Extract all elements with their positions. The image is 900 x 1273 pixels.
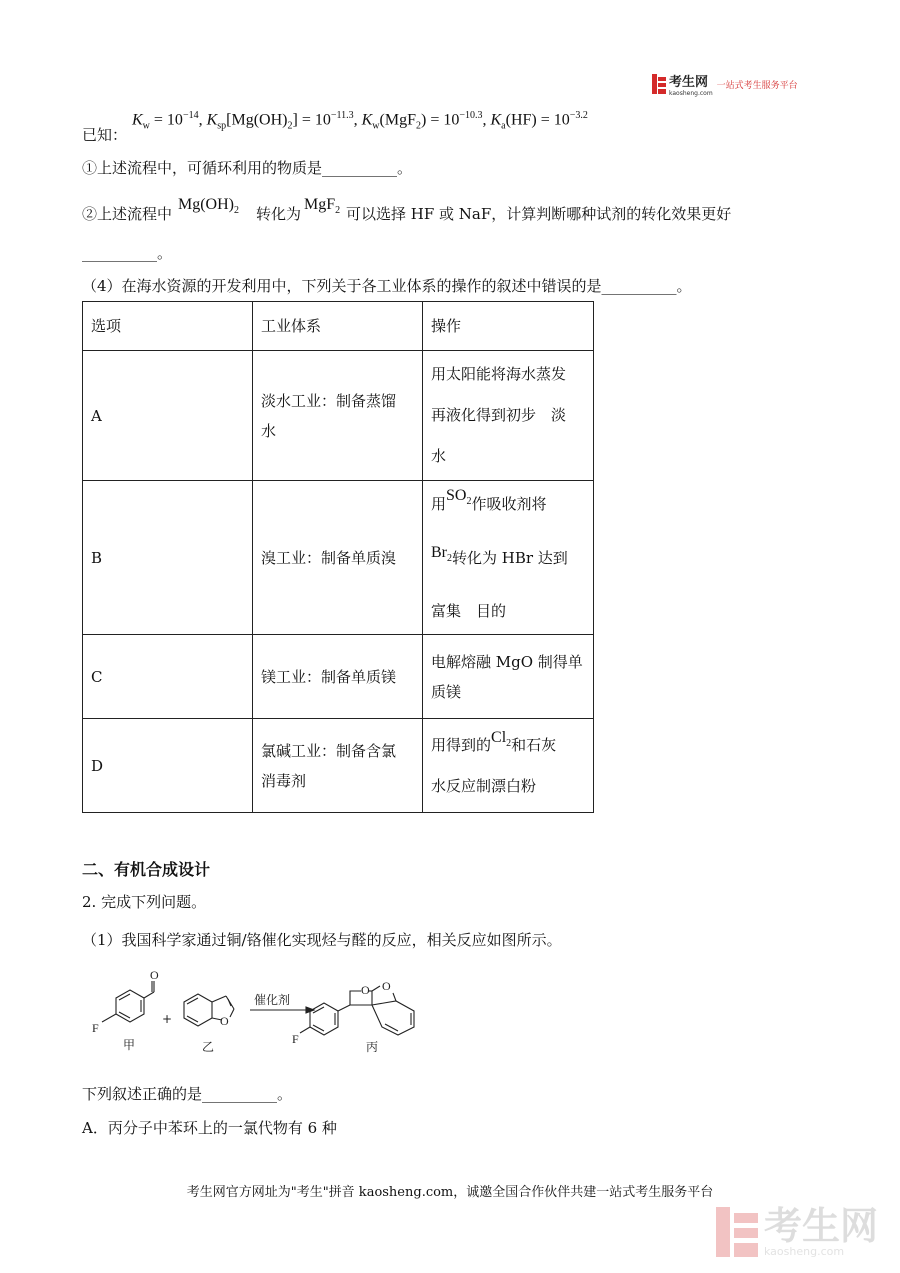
- q3-sub2-a: ②上述流程中: [82, 205, 173, 223]
- jia-f-label: F: [92, 1021, 99, 1035]
- q2-title: 2. 完成下列问题。: [82, 893, 207, 911]
- system-cell: 镁工业：制备单质镁: [253, 635, 423, 719]
- bing-ring: [310, 1003, 338, 1035]
- jia-ring: [116, 990, 144, 1022]
- option-cell: D: [83, 719, 253, 813]
- bing-f-label: F: [292, 1032, 299, 1046]
- watermark-logo-icon: [716, 1207, 758, 1257]
- given-formula: $K_w = 10^{-14}$, $K_{sp}[Mg(OH)_2] = 10^{-11.3}$, $K_w(MgF_2) = 10^{-10.3}$, $K_a(HF) = 10^{-3.2}$: [132, 110, 588, 132]
- operation-cell: 用$SO_2$作吸收剂将 $Br_2$转化为 HBr 达到 富集 目的: [423, 481, 594, 635]
- q3-sub2-b: 转化为: [256, 205, 302, 223]
- options-table: [82, 301, 594, 813]
- table-header-cell: 工业体系: [253, 302, 423, 351]
- logo-domain: kaosheng.com: [669, 89, 713, 97]
- bing-o1-label: O: [361, 983, 370, 997]
- table-row: [83, 719, 594, 813]
- footer-text: 考生网官方网址为"考生"拼音 kaosheng.com，诚邀全国合作伙伴共建一站式考生服务平台: [186, 1185, 714, 1200]
- question-stem: 下列叙述正确的是__________。: [82, 1085, 293, 1103]
- yi-label: 乙: [202, 1040, 215, 1054]
- watermark-text: 考生网: [764, 1204, 879, 1248]
- table-row: [83, 635, 594, 719]
- section-heading: 二、有机合成设计: [82, 860, 211, 879]
- catalyst-label: 催化剂: [254, 993, 291, 1007]
- operation-cell: 电解熔融 MgO 制得单 质镁: [423, 635, 594, 719]
- logo-slogan: 一站式考生服务平台: [716, 80, 798, 91]
- system-cell: 淡水工业：制备蒸馏 水: [253, 351, 423, 481]
- q3-sub2-formula1: $Mg(OH)_2$: [178, 196, 239, 217]
- option-cell: B: [83, 481, 253, 635]
- logo-icon: [652, 74, 666, 94]
- given-label: 已知：: [82, 126, 128, 144]
- watermark-domain: kaosheng.com: [764, 1245, 845, 1258]
- bing-label: 丙: [366, 1040, 379, 1054]
- q2-1-text: （1）我国科学家通过铜/铬催化实现烃与醛的反应，相关反应如图所示。: [82, 931, 562, 949]
- yi-ring: [184, 994, 212, 1026]
- q3-sub2-c: 可以选择 HF 或 NaF，计算判断哪种试剂的转化效果更好: [346, 205, 732, 223]
- watermark: [716, 1206, 878, 1258]
- option-cell: C: [83, 635, 253, 719]
- jia-label: 甲: [123, 1038, 136, 1052]
- yi-o-label: O: [220, 1014, 229, 1028]
- option-a: A．丙分子中苯环上的一氯代物有 6 种: [82, 1119, 337, 1137]
- option-cell: A: [83, 351, 253, 481]
- table-header-cell: 选项: [83, 302, 253, 351]
- system-cell: 氯碱工业：制备含氯 消毒剂: [253, 719, 423, 813]
- q3-sub1: ①上述流程中，可循环利用的物质是__________。: [82, 159, 413, 177]
- reaction-scheme: [80, 965, 440, 1060]
- table-header-cell: 操作: [423, 302, 594, 351]
- jia-o-label: O: [150, 968, 159, 982]
- operation-cell: 用太阳能将海水蒸发 再液化得到初步 淡 水: [423, 351, 594, 481]
- table-header-row: [83, 302, 594, 351]
- q4-text: （4）在海水资源的开发利用中，下列关于各工业体系的操作的叙述中错误的是__________。: [82, 277, 692, 295]
- table-row: [83, 351, 594, 481]
- plus-sign: +: [162, 1012, 173, 1026]
- table-row: [83, 481, 594, 635]
- bing-fused-ring: [372, 1001, 414, 1035]
- q3-sub2-formula2: MgF$_2$: [304, 196, 341, 217]
- logo-brand: 考生网: [669, 74, 709, 90]
- bing-o2-label: O: [382, 979, 391, 993]
- system-cell: 溴工业：制备单质溴: [253, 481, 423, 635]
- q3-sub2-blank: __________。: [82, 244, 173, 262]
- operation-cell: 用得到的$Cl_2$和石灰 水反应制漂白粉: [423, 719, 594, 813]
- header-logo: [652, 72, 798, 96]
